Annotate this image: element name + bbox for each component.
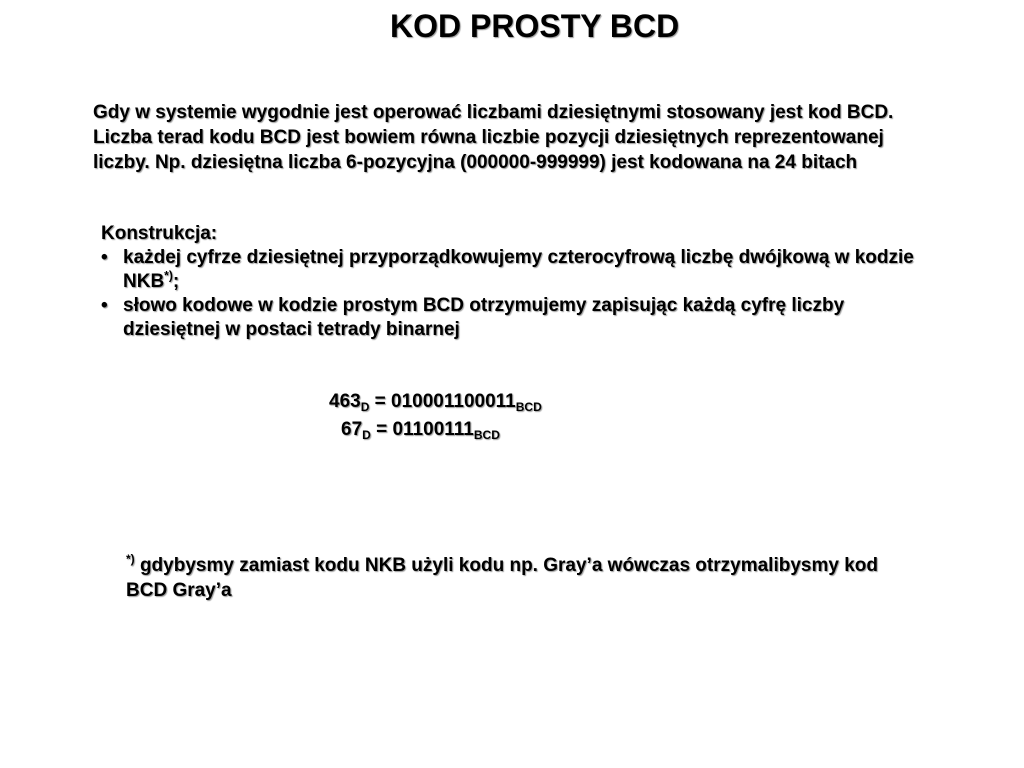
construction-heading: Konstrukcja: [101,223,218,244]
footnote [126,553,886,603]
bcd-value: 01100111 [392,419,474,440]
footnote-text: gdybysmy zamiast kodu NKB użyli kodu np. Gray’a wówczas otrzymalibysmy kod BCD Gray’a [126,555,878,601]
example-equation [329,390,542,414]
decimal-value: 67 [341,419,363,440]
decimal-subscript: D [360,400,370,414]
bcd-subscript: BCD [515,400,542,414]
bullet-text: każdej cyfrze dziesiętnej przyporządkowujemy czterocyfrową liczbę dwójkową w kodzie NKB [123,247,914,292]
list-item [101,246,941,294]
bullet-icon: • [101,295,108,316]
construction-list [101,246,941,342]
footnote-reference: *) [164,268,173,283]
example-equation [341,418,500,442]
bcd-value: 010001100011 [391,391,516,412]
list-item [101,294,941,342]
equals-sign: = [370,419,393,440]
intro-paragraph: Gdy w systemie wygodnie jest operować liczbami dziesiętnymi stosowany jest kod BCD. Liczba terad kodu BCD jest bowiem równa liczbie pozycji dziesiętnych reprezentowanej liczby. Np. dziesiętna liczba 6-pozycyjna (000000-999999) jest kodowana na 24 bitach [93,102,894,173]
decimal-subscript: D [362,428,371,442]
bullet-suffix: ; [172,271,180,292]
bullet-text: słowo kodowe w kodzie prostym BCD otrzymujemy zapisując każdą cyfrę liczby dziesiętnej w postaci tetrady binarnej [123,295,845,340]
page-title: KOD PROSTY BCD [390,8,680,44]
footnote-marker: *) [126,552,135,566]
bullet-icon: • [101,247,108,268]
equals-sign: = [369,391,392,412]
decimal-value: 463 [329,391,361,412]
bcd-subscript: BCD [473,428,500,442]
